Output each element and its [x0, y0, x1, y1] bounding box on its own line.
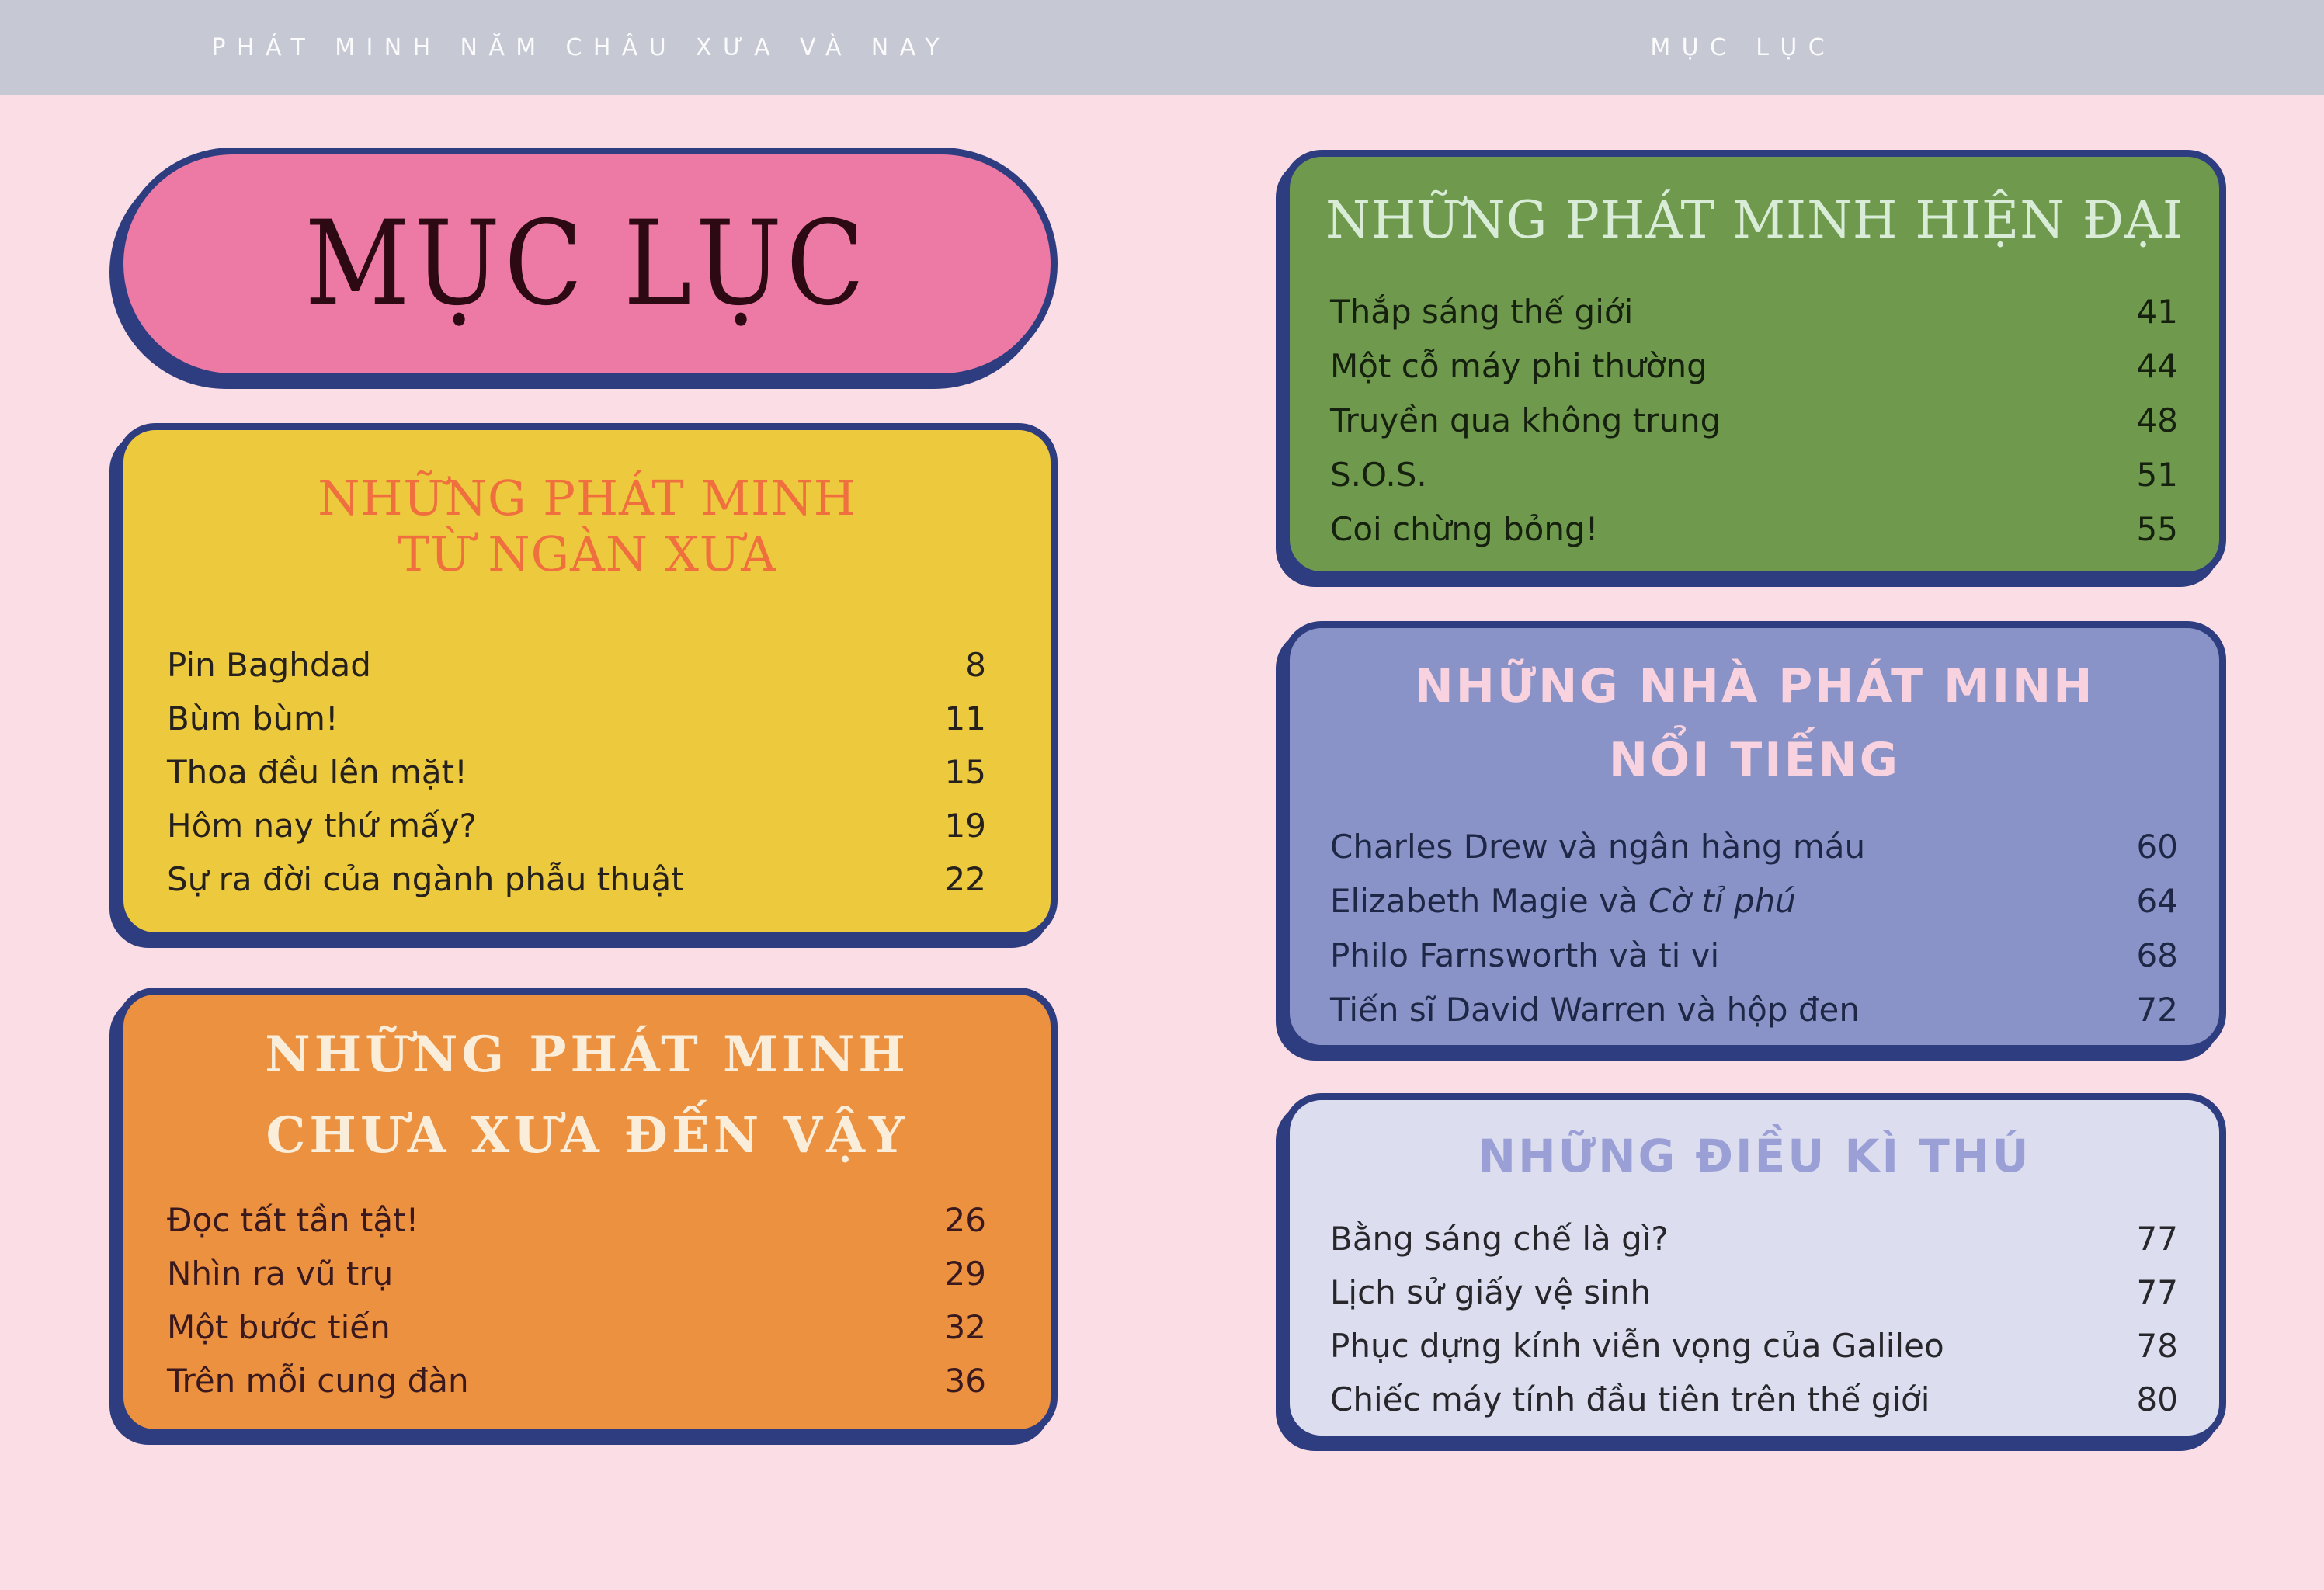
toc-entry-page-number: 80 — [2136, 1380, 2178, 1418]
section-title — [1290, 650, 2219, 797]
toc-entry — [1330, 928, 2178, 982]
toc-entry-page-number: 15 — [944, 753, 986, 791]
toc-entry-label: Một bước tiến — [167, 1308, 391, 1346]
toc-list — [123, 1193, 1051, 1408]
section-title — [123, 1015, 1051, 1176]
toc-entry-label: Tiến sĩ David Warren và hộp đen — [1330, 990, 1860, 1029]
toc-entry-label-italic: Cờ tỉ phú — [1648, 881, 1796, 920]
top-bar-page-label: MỤC LỤC — [1650, 33, 1836, 61]
toc-entry-page-number: 68 — [2136, 936, 2178, 974]
section-nhung-phat-minh-hien-dai — [1283, 150, 2226, 578]
toc-entry-page-number: 41 — [2136, 292, 2178, 331]
toc-entry-label: Đọc tất tần tật! — [167, 1201, 419, 1239]
toc-entry — [167, 1300, 986, 1354]
toc-entry-label: Hôm nay thứ mấy? — [167, 807, 477, 845]
toc-entry-page-number: 11 — [944, 700, 986, 738]
toc-entry-label: Coi chừng bỏng! — [1330, 509, 1599, 548]
toc-entry-label: Bằng sáng chế là gì? — [1330, 1220, 1669, 1258]
section-title-line: CHƯA XƯA ĐẾN VẬY — [266, 1106, 908, 1165]
toc-entry-label: Một cỗ máy phi thường — [1330, 346, 1707, 385]
section-title-line: NHỮNG PHÁT MINH HIỆN ĐẠI — [1325, 190, 2183, 250]
toc-entry — [1330, 1212, 2178, 1265]
toc-title-pill — [116, 148, 1058, 380]
toc-entry-page-number: 19 — [944, 807, 986, 845]
section-nhung-phat-minh-chua-xua-den-vay — [116, 988, 1058, 1436]
section-title-line: NHỮNG PHÁT MINH — [318, 470, 856, 526]
toc-entry — [1330, 284, 2178, 338]
section-title-line: TỪ NGÀN XƯA — [398, 526, 776, 582]
section-title-line: NỔI TIẾNG — [1608, 733, 1901, 787]
toc-entry-label: Truyền qua không trung — [1330, 401, 1721, 439]
toc-entry-page-number: 78 — [2136, 1327, 2178, 1365]
toc-list — [1290, 1212, 2219, 1426]
toc-entry-label: Elizabeth Magie và Cờ tỉ phú — [1330, 881, 1796, 920]
toc-entry — [1330, 1265, 2178, 1319]
toc-entry-page-number: 36 — [944, 1362, 986, 1400]
toc-entry-label: Bùm bùm! — [167, 700, 339, 738]
toc-entry-page-number: 72 — [2136, 990, 2178, 1029]
toc-entry — [1330, 447, 2178, 502]
toc-entry — [167, 1193, 986, 1247]
toc-entry — [167, 799, 986, 852]
toc-list — [1290, 819, 2219, 1036]
top-bar — [0, 0, 2324, 95]
toc-entry — [1330, 1373, 2178, 1426]
section-nhung-dieu-ki-thu — [1283, 1093, 2226, 1442]
toc-entry-page-number: 64 — [2136, 881, 2178, 920]
toc-entry-label: Phục dựng kính viễn vọng của Galileo — [1330, 1327, 1944, 1365]
toc-entry-page-number: 60 — [2136, 827, 2178, 866]
section-title — [1290, 188, 2219, 253]
toc-entry-label: Sự ra đời của ngành phẫu thuật — [167, 860, 684, 898]
toc-entry-page-number: 22 — [944, 860, 986, 898]
toc-entry — [167, 1354, 986, 1408]
toc-entry-page-number: 51 — [2136, 455, 2178, 494]
toc-entry — [1330, 393, 2178, 447]
toc-entry-page-number: 26 — [944, 1201, 986, 1239]
toc-entry — [1330, 982, 2178, 1036]
toc-list — [1290, 284, 2219, 556]
toc-entry — [167, 692, 986, 745]
section-nhung-phat-minh-tu-ngan-xua — [116, 423, 1058, 939]
toc-entry — [1330, 338, 2178, 393]
toc-entry-label: Thoa đều lên mặt! — [167, 753, 467, 791]
toc-entry-label: Trên mỗi cung đàn — [167, 1362, 469, 1400]
page-title: MỤC LỤC — [304, 196, 870, 332]
toc-entry-page-number: 48 — [2136, 401, 2178, 439]
toc-entry — [1330, 1319, 2178, 1373]
toc-entry — [167, 852, 986, 906]
section-title-line: NHỮNG NHÀ PHÁT MINH — [1414, 659, 2095, 713]
toc-entry-label: S.O.S. — [1330, 455, 1427, 494]
toc-entry-label: Nhìn ra vũ trụ — [167, 1255, 394, 1293]
section-title — [123, 470, 1051, 582]
toc-entry-page-number: 44 — [2136, 346, 2178, 385]
top-bar-right — [1162, 0, 2324, 95]
toc-entry-page-number: 55 — [2136, 509, 2178, 548]
section-title — [1290, 1127, 2219, 1186]
toc-entry-label: Pin Baghdad — [167, 646, 371, 684]
book-title: PHÁT MINH NĂM CHÂU XƯA VÀ NAY — [211, 33, 950, 61]
section-nhung-nha-phat-minh-noi-tieng — [1283, 621, 2226, 1052]
toc-entry — [1330, 819, 2178, 873]
toc-entry — [167, 745, 986, 799]
toc-entry — [1330, 873, 2178, 928]
toc-entry-label: Chiếc máy tính đầu tiên trên thế giới — [1330, 1380, 1930, 1418]
toc-entry-page-number: 29 — [944, 1255, 986, 1293]
section-title-line: NHỮNG ĐIỀU KÌ THÚ — [1478, 1130, 2031, 1182]
toc-entry-page-number: 77 — [2136, 1273, 2178, 1311]
toc-entry — [167, 638, 986, 692]
section-title-line: NHỮNG PHÁT MINH — [265, 1026, 909, 1084]
toc-list — [123, 638, 1051, 906]
toc-entry — [167, 1247, 986, 1300]
toc-entry — [1330, 502, 2178, 556]
toc-entry-page-number: 77 — [2136, 1220, 2178, 1258]
toc-entry-label: Philo Farnsworth và ti vi — [1330, 936, 1720, 974]
toc-entry-page-number: 32 — [944, 1308, 986, 1346]
toc-entry-label: Thắp sáng thế giới — [1330, 292, 1634, 331]
toc-entry-label: Charles Drew và ngân hàng máu — [1330, 827, 1866, 866]
toc-entry-label: Lịch sử giấy vệ sinh — [1330, 1273, 1652, 1311]
toc-entry-page-number: 8 — [965, 646, 986, 684]
top-bar-left — [0, 0, 1162, 95]
